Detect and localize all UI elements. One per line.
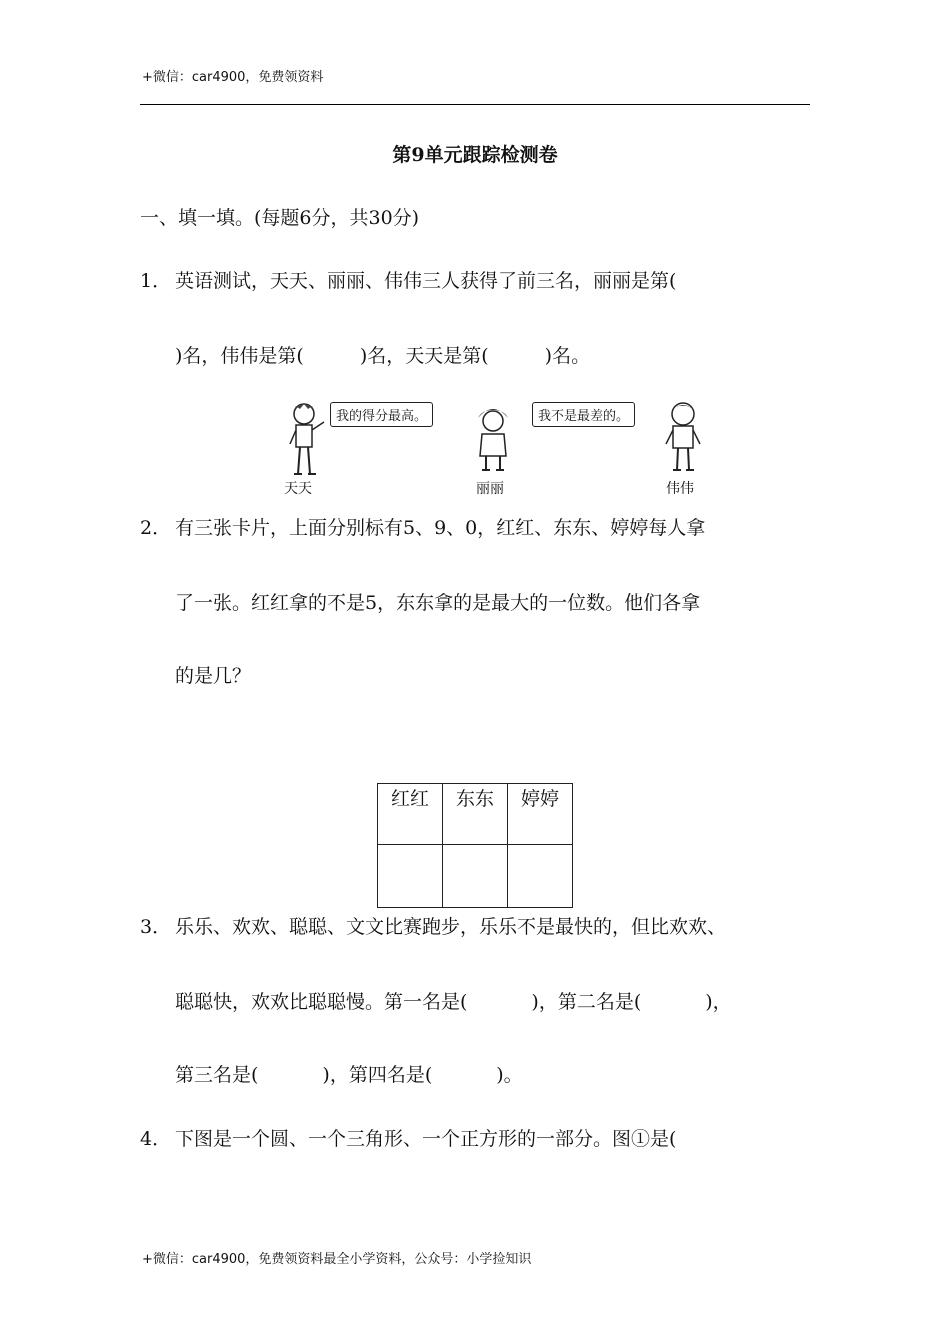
question-text: )。 xyxy=(496,1064,523,1086)
question-number: 1． xyxy=(140,270,172,292)
question-2-line-3: 的是几？ xyxy=(175,665,252,687)
question-number: 3． xyxy=(140,916,172,938)
question-3-line-1 xyxy=(140,912,726,939)
page-title: 第9单元跟踪检测卷 xyxy=(392,144,558,166)
question-2-line-2: 了一张。红红拿的不是5，东东拿的是最大的一位数。他们各拿 xyxy=(175,592,701,614)
kid-lili-figure xyxy=(468,404,518,476)
question-text: 英语测试，天天、丽丽、伟伟三人获得了前三名，丽丽是第( xyxy=(175,270,677,292)
question-text: 乐乐、欢欢、聪聪、文文比赛跑步，乐乐不是最快的，但比欢欢、 xyxy=(175,916,727,938)
answer-table xyxy=(377,783,573,908)
question-3-line-3 xyxy=(175,1060,523,1087)
question-text: )， xyxy=(705,991,732,1013)
question-3-line-2 xyxy=(175,987,732,1014)
kid-label-tiantian: 天天 xyxy=(284,481,312,497)
speech-bubble-right: 我不是最差的。 xyxy=(532,402,635,427)
question-text: 有三张卡片，上面分别标有5、9、0，红红、东东、婷婷每人拿 xyxy=(175,517,706,539)
table-header: 红红 xyxy=(378,784,443,845)
footer-note: +微信：car4900，免费领资料最全小学资料，公众号：小学捡知识 xyxy=(142,1252,532,1267)
question-text: )名，伟伟是第( xyxy=(175,345,304,367)
question-text: )名，天天是第( xyxy=(359,345,489,367)
header-divider xyxy=(140,104,810,105)
question-text: 第三名是( xyxy=(175,1064,259,1086)
kid-weiwei-figure xyxy=(658,398,708,476)
question-text: 聪聪快，欢欢比聪聪慢。第一名是( xyxy=(175,991,468,1013)
question-number: 4． xyxy=(140,1128,172,1150)
kid-label-lili: 丽丽 xyxy=(476,481,504,497)
answer-cell[interactable] xyxy=(443,845,508,908)
table-header: 东东 xyxy=(443,784,508,845)
answer-cell[interactable] xyxy=(508,845,573,908)
table-header: 婷婷 xyxy=(508,784,573,845)
header-note: +微信：car4900，免费领资料 xyxy=(142,70,324,85)
question-1-line-2 xyxy=(175,341,590,368)
question-number: 2． xyxy=(140,517,172,539)
illustration-three-kids xyxy=(270,396,720,500)
question-text: )，第二名是( xyxy=(531,991,642,1013)
question-text: )名。 xyxy=(544,345,591,367)
section-heading: 一、填一填。(每题6分，共30分) xyxy=(140,207,420,229)
kid-label-weiwei: 伟伟 xyxy=(666,481,694,497)
answer-cell[interactable] xyxy=(378,845,443,908)
question-2-line-1 xyxy=(140,513,705,540)
question-text: )，第四名是( xyxy=(322,1064,433,1086)
speech-bubble-left: 我的得分最高。 xyxy=(330,402,433,427)
kid-tiantian-figure xyxy=(282,400,332,480)
question-4-line-1 xyxy=(140,1124,676,1151)
question-text: 下图是一个圆、一个三角形、一个正方形的一部分。图①是( xyxy=(175,1128,677,1150)
question-1-line-1 xyxy=(140,266,676,293)
